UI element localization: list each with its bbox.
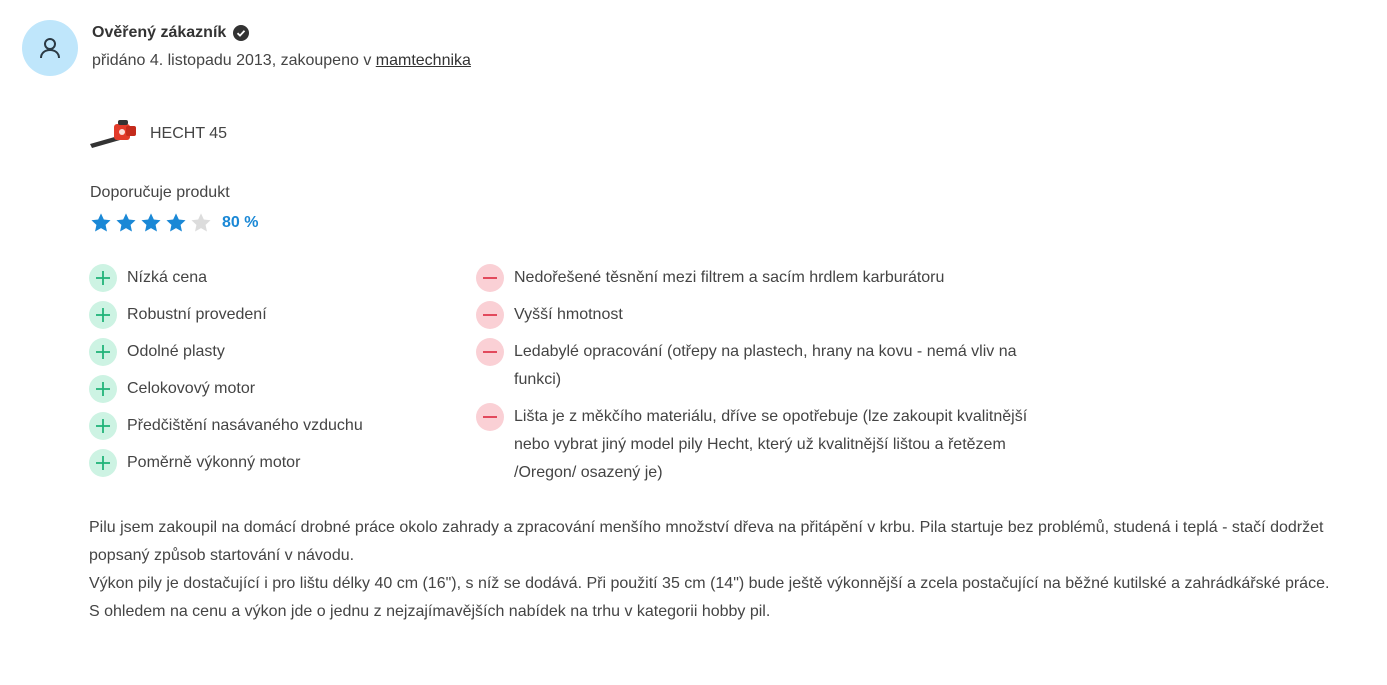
pro-text: Odolné plasty bbox=[127, 343, 225, 360]
star-icon bbox=[90, 212, 112, 234]
star-icon bbox=[165, 212, 187, 234]
plus-icon bbox=[89, 449, 117, 477]
review-text bbox=[89, 514, 1349, 626]
con-text: Lišta je z měkčího materiálu, dříve se opotřebuje (lze zakoupit kvalitnější nebo vybrat jiný model pily Hecht, který už kvalitnější lištou a řetězem /Oregon/ osazený je) bbox=[514, 408, 1028, 481]
pro-item bbox=[89, 449, 459, 477]
chainsaw-image bbox=[88, 116, 140, 152]
pro-text: Poměrně výkonný motor bbox=[127, 454, 301, 471]
star-icon bbox=[140, 212, 162, 234]
minus-icon bbox=[476, 338, 504, 366]
star-icon bbox=[190, 212, 212, 234]
pro-text: Předčištění nasávaného vzduchu bbox=[127, 417, 363, 434]
con-item bbox=[476, 264, 1056, 292]
pro-item bbox=[89, 412, 459, 440]
con-item bbox=[476, 301, 1056, 329]
user-icon bbox=[38, 36, 62, 60]
pro-item bbox=[89, 301, 459, 329]
con-text: Nedořešené těsnění mezi filtrem a sacím hrdlem karburátoru bbox=[514, 269, 945, 286]
star-rating bbox=[90, 212, 258, 234]
minus-icon bbox=[476, 264, 504, 292]
review-meta bbox=[92, 50, 471, 72]
star-icon bbox=[115, 212, 137, 234]
minus-icon bbox=[476, 301, 504, 329]
con-item bbox=[476, 403, 1056, 487]
review-date: přidáno 4. listopadu 2013, zakoupeno v bbox=[92, 52, 376, 69]
review-paragraph: Výkon pily je dostačující i pro lištu délky 40 cm (16"), s níž se dodává. Při použití 35 cm (14") bude ještě výkonnější a zcela postačující na běžné kutilské a zahrádkářské práce. bbox=[89, 575, 1330, 592]
recommend-label: Doporučuje produkt bbox=[90, 184, 230, 201]
review-paragraph: Pilu jsem zakoupil na domácí drobné práce okolo zahrady a zpracování menšího množství dřeva na přitápění v krbu. Pila startuje bez problémů, studená i teplá - stačí dodržet popsaný způsob startování v návodu. bbox=[89, 519, 1324, 564]
stars bbox=[90, 212, 215, 234]
plus-icon bbox=[89, 301, 117, 329]
plus-icon bbox=[89, 338, 117, 366]
pro-text: Robustní provedení bbox=[127, 306, 267, 323]
product-link[interactable] bbox=[88, 116, 227, 152]
cons-list bbox=[476, 264, 1056, 496]
con-item bbox=[476, 338, 1056, 394]
recommendation bbox=[90, 183, 258, 234]
author-name: Ověřený zákazník bbox=[92, 24, 227, 41]
plus-icon bbox=[89, 375, 117, 403]
review-paragraph: S ohledem na cenu a výkon jde o jednu z nejzajímavějších nabídek na trhu v kategorii hobby pil. bbox=[89, 603, 771, 620]
pros-list bbox=[89, 264, 459, 486]
rating-percent: 80 % bbox=[222, 214, 259, 231]
pro-text: Celokovový motor bbox=[127, 380, 256, 397]
shop-link[interactable]: mamtechnika bbox=[375, 52, 471, 69]
minus-icon bbox=[476, 403, 504, 431]
review-header bbox=[92, 22, 471, 72]
con-text: Vyšší hmotnost bbox=[514, 306, 623, 323]
pro-item bbox=[89, 338, 459, 366]
product-name: HECHT 45 bbox=[150, 125, 228, 142]
con-text: Ledabylé opracování (otřepy na plastech, hrany na kovu - nemá vliv na funkci) bbox=[514, 343, 1017, 388]
pro-item bbox=[89, 375, 459, 403]
plus-icon bbox=[89, 412, 117, 440]
pro-item bbox=[89, 264, 459, 292]
plus-icon bbox=[89, 264, 117, 292]
check-circle-icon bbox=[233, 25, 249, 41]
pro-text: Nízká cena bbox=[127, 269, 208, 286]
avatar bbox=[22, 20, 78, 76]
